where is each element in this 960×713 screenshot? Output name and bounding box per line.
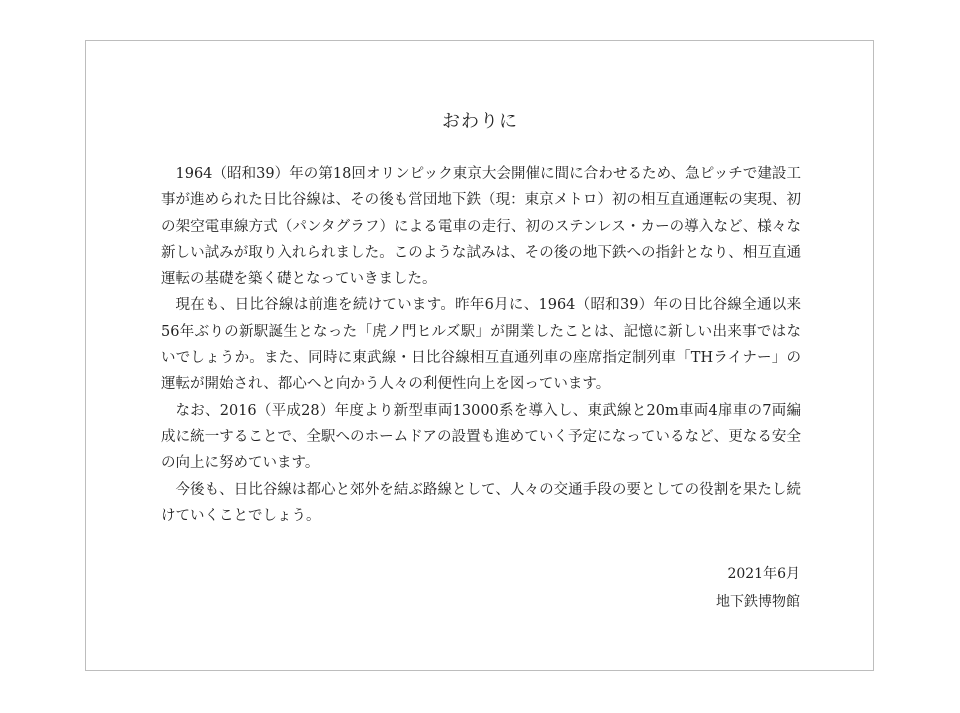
paragraph-4: 今後も、日比谷線は都心と郊外を結ぶ路線として、人々の交通手段の要としての役割を果たし続けていくことでしょう。	[161, 481, 801, 524]
paragraph-1: 1964（昭和39）年の第18回オリンピック東京大会開催に間に合わせるため、急ピッチで建設工事が進められた日比谷線は、その後も営団地下鉄（現：東京メトロ）初の相互直通運転の実現、初の架空電車線方式（パンタグラフ）による電車の走行、初のステンレス・カーの導入など、様々な新しい試みが取り入れられました。このような試みは、その後の地下鉄への指針となり、相互直通運転の基礎を築く礎となっていきました。	[161, 166, 801, 288]
organization-signature: 地下鉄博物館	[716, 594, 800, 610]
body-text	[161, 161, 801, 529]
paragraph-3: なお、2016（平成28）年度より新型車両13000系を導入し、東武線と20m車両4扉車の7両編成に統一することで、全駅へのホームドアの設置も進めていく予定になっているなど、更なる安全の向上に努めています。	[161, 402, 801, 472]
page-title: おわりに	[442, 111, 518, 132]
date: 2021年6月	[727, 566, 800, 582]
paragraph-2: 現在も、日比谷線は前進を続けています。昨年6月に、1964（昭和39）年の日比谷線全通以来56年ぶりの新駅誕生となった「虎ノ門ヒルズ駅」が開業したことは、記憶に新しい出来事ではないでしょうか。また、同時に東武線・日比谷線相互直通列車の座席指定制列車「THライナー」の運転が開始され、都心へと向かう人々の利便性向上を図っています。	[161, 297, 801, 393]
